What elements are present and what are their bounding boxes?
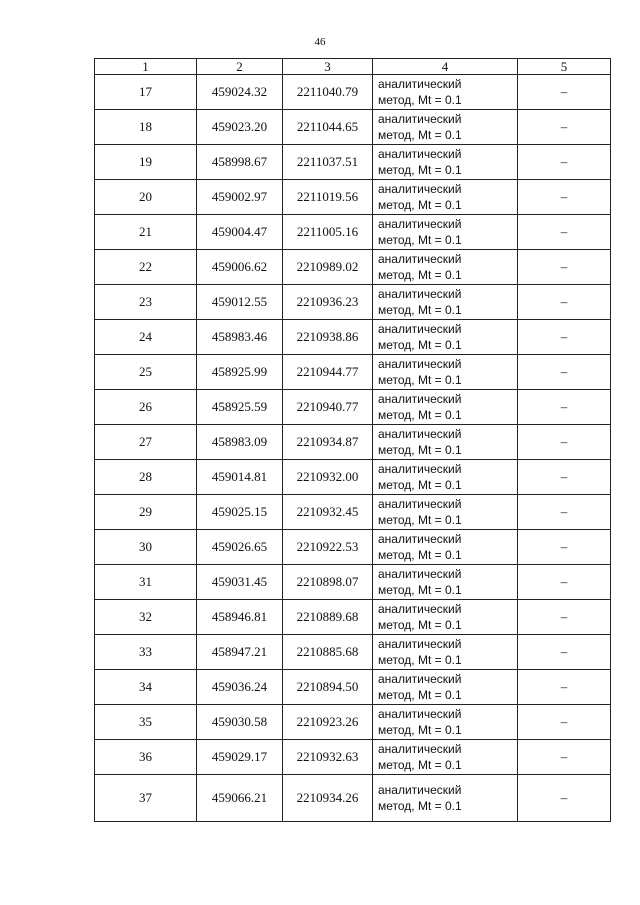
table-row: [95, 740, 611, 775]
y-coordinate-cell: 2210938.86: [283, 320, 373, 355]
point-number-cell: 19: [95, 145, 197, 180]
note-cell: –: [518, 705, 611, 740]
method-cell: [373, 425, 518, 460]
header-col-5: 5: [518, 59, 611, 75]
y-coordinate-cell: 2210894.50: [283, 670, 373, 705]
x-coordinate-cell: 458983.46: [197, 320, 283, 355]
method-cell: [373, 180, 518, 215]
y-coordinate-cell: 2210934.87: [283, 425, 373, 460]
table-row: [95, 460, 611, 495]
point-number-cell: 26: [95, 390, 197, 425]
x-coordinate-cell: 458925.59: [197, 390, 283, 425]
coordinates-table: [94, 58, 611, 822]
method-text-line: метод, Mt = 0.1: [378, 373, 462, 387]
method-text-line: метод, Mt = 0.1: [378, 93, 462, 107]
point-number-cell: 30: [95, 530, 197, 565]
x-coordinate-cell: 459066.21: [197, 775, 283, 822]
table-row: [95, 355, 611, 390]
table-row: [95, 180, 611, 215]
x-coordinate-cell: 459025.15: [197, 495, 283, 530]
method-cell: [373, 285, 518, 320]
method-cell: [373, 705, 518, 740]
x-coordinate-cell: 459002.97: [197, 180, 283, 215]
table-row: [95, 390, 611, 425]
method-text-line: аналитический: [378, 252, 462, 266]
method-text-line: метод, Mt = 0.1: [378, 723, 462, 737]
method-text-line: аналитический: [378, 357, 462, 371]
method-text-line: метод, Mt = 0.1: [378, 653, 462, 667]
point-number-cell: 18: [95, 110, 197, 145]
point-number-cell: 36: [95, 740, 197, 775]
y-coordinate-cell: 2211044.65: [283, 110, 373, 145]
point-number-cell: 31: [95, 565, 197, 600]
y-coordinate-cell: 2210898.07: [283, 565, 373, 600]
method-cell: [373, 600, 518, 635]
y-coordinate-cell: 2210932.00: [283, 460, 373, 495]
table-row: [95, 425, 611, 460]
note-cell: –: [518, 530, 611, 565]
method-text-line: метод, Mt = 0.1: [378, 233, 462, 247]
method-text-line: метод, Mt = 0.1: [378, 548, 462, 562]
note-cell: –: [518, 110, 611, 145]
y-coordinate-cell: 2210889.68: [283, 600, 373, 635]
note-cell: –: [518, 75, 611, 110]
table-row: [95, 110, 611, 145]
y-coordinate-cell: 2210934.26: [283, 775, 373, 822]
method-text-line: аналитический: [378, 602, 462, 616]
y-coordinate-cell: 2211005.16: [283, 215, 373, 250]
method-text-line: метод, Mt = 0.1: [378, 513, 462, 527]
x-coordinate-cell: 459023.20: [197, 110, 283, 145]
y-coordinate-cell: 2210932.45: [283, 495, 373, 530]
method-text-line: аналитический: [378, 783, 462, 797]
y-coordinate-cell: 2210944.77: [283, 355, 373, 390]
x-coordinate-cell: 459012.55: [197, 285, 283, 320]
method-text-line: метод, Mt = 0.1: [378, 338, 462, 352]
table-row: [95, 285, 611, 320]
point-number-cell: 20: [95, 180, 197, 215]
note-cell: –: [518, 145, 611, 180]
point-number-cell: 35: [95, 705, 197, 740]
note-cell: –: [518, 670, 611, 705]
note-cell: –: [518, 390, 611, 425]
method-cell: [373, 320, 518, 355]
method-cell: [373, 145, 518, 180]
method-cell: [373, 390, 518, 425]
table-header-row: [95, 59, 611, 75]
table-row: [95, 670, 611, 705]
method-text-line: метод, Mt = 0.1: [378, 618, 462, 632]
header-col-1: 1: [95, 59, 197, 75]
note-cell: –: [518, 425, 611, 460]
table-row: [95, 635, 611, 670]
method-text-line: аналитический: [378, 462, 462, 476]
method-text-line: аналитический: [378, 637, 462, 651]
point-number-cell: 24: [95, 320, 197, 355]
method-text-line: метод, Mt = 0.1: [378, 303, 462, 317]
y-coordinate-cell: 2210923.26: [283, 705, 373, 740]
x-coordinate-cell: 459031.45: [197, 565, 283, 600]
note-cell: –: [518, 285, 611, 320]
x-coordinate-cell: 458925.99: [197, 355, 283, 390]
method-text-line: аналитический: [378, 742, 462, 756]
method-cell: [373, 670, 518, 705]
note-cell: –: [518, 775, 611, 822]
point-number-cell: 37: [95, 775, 197, 822]
method-cell: [373, 495, 518, 530]
y-coordinate-cell: 2210932.63: [283, 740, 373, 775]
table-row: [95, 145, 611, 180]
method-text-line: метод, Mt = 0.1: [378, 268, 462, 282]
method-text-line: метод, Mt = 0.1: [378, 443, 462, 457]
note-cell: –: [518, 320, 611, 355]
table-row: [95, 775, 611, 822]
note-cell: –: [518, 495, 611, 530]
method-text-line: метод, Mt = 0.1: [378, 163, 462, 177]
x-coordinate-cell: 458946.81: [197, 600, 283, 635]
x-coordinate-cell: 459006.62: [197, 250, 283, 285]
x-coordinate-cell: 459026.65: [197, 530, 283, 565]
method-text-line: метод, Mt = 0.1: [378, 799, 462, 813]
method-cell: [373, 460, 518, 495]
point-number-cell: 27: [95, 425, 197, 460]
note-cell: –: [518, 460, 611, 495]
method-text-line: аналитический: [378, 287, 462, 301]
method-text-line: аналитический: [378, 497, 462, 511]
method-text-line: метод, Mt = 0.1: [378, 408, 462, 422]
table-row: [95, 320, 611, 355]
x-coordinate-cell: 458947.21: [197, 635, 283, 670]
y-coordinate-cell: 2210922.53: [283, 530, 373, 565]
note-cell: –: [518, 635, 611, 670]
method-cell: [373, 565, 518, 600]
method-text-line: метод, Mt = 0.1: [378, 128, 462, 142]
note-cell: –: [518, 215, 611, 250]
method-text-line: аналитический: [378, 532, 462, 546]
point-number-cell: 32: [95, 600, 197, 635]
method-cell: [373, 110, 518, 145]
page-number: 46: [314, 36, 326, 48]
x-coordinate-cell: 459030.58: [197, 705, 283, 740]
header-col-3: 3: [283, 59, 373, 75]
note-cell: –: [518, 250, 611, 285]
method-text-line: аналитический: [378, 392, 462, 406]
table-row: [95, 250, 611, 285]
y-coordinate-cell: 2211037.51: [283, 145, 373, 180]
y-coordinate-cell: 2210989.02: [283, 250, 373, 285]
method-cell: [373, 250, 518, 285]
method-text-line: аналитический: [378, 182, 462, 196]
table-row: [95, 705, 611, 740]
point-number-cell: 29: [95, 495, 197, 530]
table-row: [95, 530, 611, 565]
note-cell: –: [518, 180, 611, 215]
y-coordinate-cell: 2211040.79: [283, 75, 373, 110]
note-cell: –: [518, 355, 611, 390]
method-cell: [373, 635, 518, 670]
header-col-2: 2: [197, 59, 283, 75]
method-cell: [373, 355, 518, 390]
point-number-cell: 34: [95, 670, 197, 705]
note-cell: –: [518, 740, 611, 775]
point-number-cell: 25: [95, 355, 197, 390]
method-text-line: метод, Mt = 0.1: [378, 688, 462, 702]
method-text-line: аналитический: [378, 707, 462, 721]
y-coordinate-cell: 2211019.56: [283, 180, 373, 215]
table-body: [95, 75, 611, 822]
x-coordinate-cell: 459004.47: [197, 215, 283, 250]
point-number-cell: 17: [95, 75, 197, 110]
y-coordinate-cell: 2210885.68: [283, 635, 373, 670]
method-text-line: аналитический: [378, 567, 462, 581]
x-coordinate-cell: 459014.81: [197, 460, 283, 495]
point-number-cell: 33: [95, 635, 197, 670]
x-coordinate-cell: 459029.17: [197, 740, 283, 775]
method-text-line: аналитический: [378, 77, 462, 91]
table-row: [95, 600, 611, 635]
method-text-line: метод, Mt = 0.1: [378, 198, 462, 212]
method-text-line: метод, Mt = 0.1: [378, 583, 462, 597]
method-text-line: метод, Mt = 0.1: [378, 478, 462, 492]
method-cell: [373, 775, 518, 822]
method-text-line: аналитический: [378, 217, 462, 231]
y-coordinate-cell: 2210936.23: [283, 285, 373, 320]
header-col-4: 4: [373, 59, 518, 75]
y-coordinate-cell: 2210940.77: [283, 390, 373, 425]
table-row: [95, 565, 611, 600]
point-number-cell: 21: [95, 215, 197, 250]
method-cell: [373, 740, 518, 775]
method-text-line: метод, Mt = 0.1: [378, 758, 462, 772]
table-row: [95, 215, 611, 250]
table-row: [95, 495, 611, 530]
method-cell: [373, 215, 518, 250]
note-cell: –: [518, 565, 611, 600]
point-number-cell: 23: [95, 285, 197, 320]
point-number-cell: 22: [95, 250, 197, 285]
point-number-cell: 28: [95, 460, 197, 495]
method-text-line: аналитический: [378, 427, 462, 441]
x-coordinate-cell: 459036.24: [197, 670, 283, 705]
method-text-line: аналитический: [378, 672, 462, 686]
note-cell: –: [518, 600, 611, 635]
x-coordinate-cell: 458998.67: [197, 145, 283, 180]
x-coordinate-cell: 458983.09: [197, 425, 283, 460]
table-row: [95, 75, 611, 110]
method-cell: [373, 530, 518, 565]
method-text-line: аналитический: [378, 112, 462, 126]
method-text-line: аналитический: [378, 147, 462, 161]
x-coordinate-cell: 459024.32: [197, 75, 283, 110]
method-text-line: аналитический: [378, 322, 462, 336]
method-cell: [373, 75, 518, 110]
